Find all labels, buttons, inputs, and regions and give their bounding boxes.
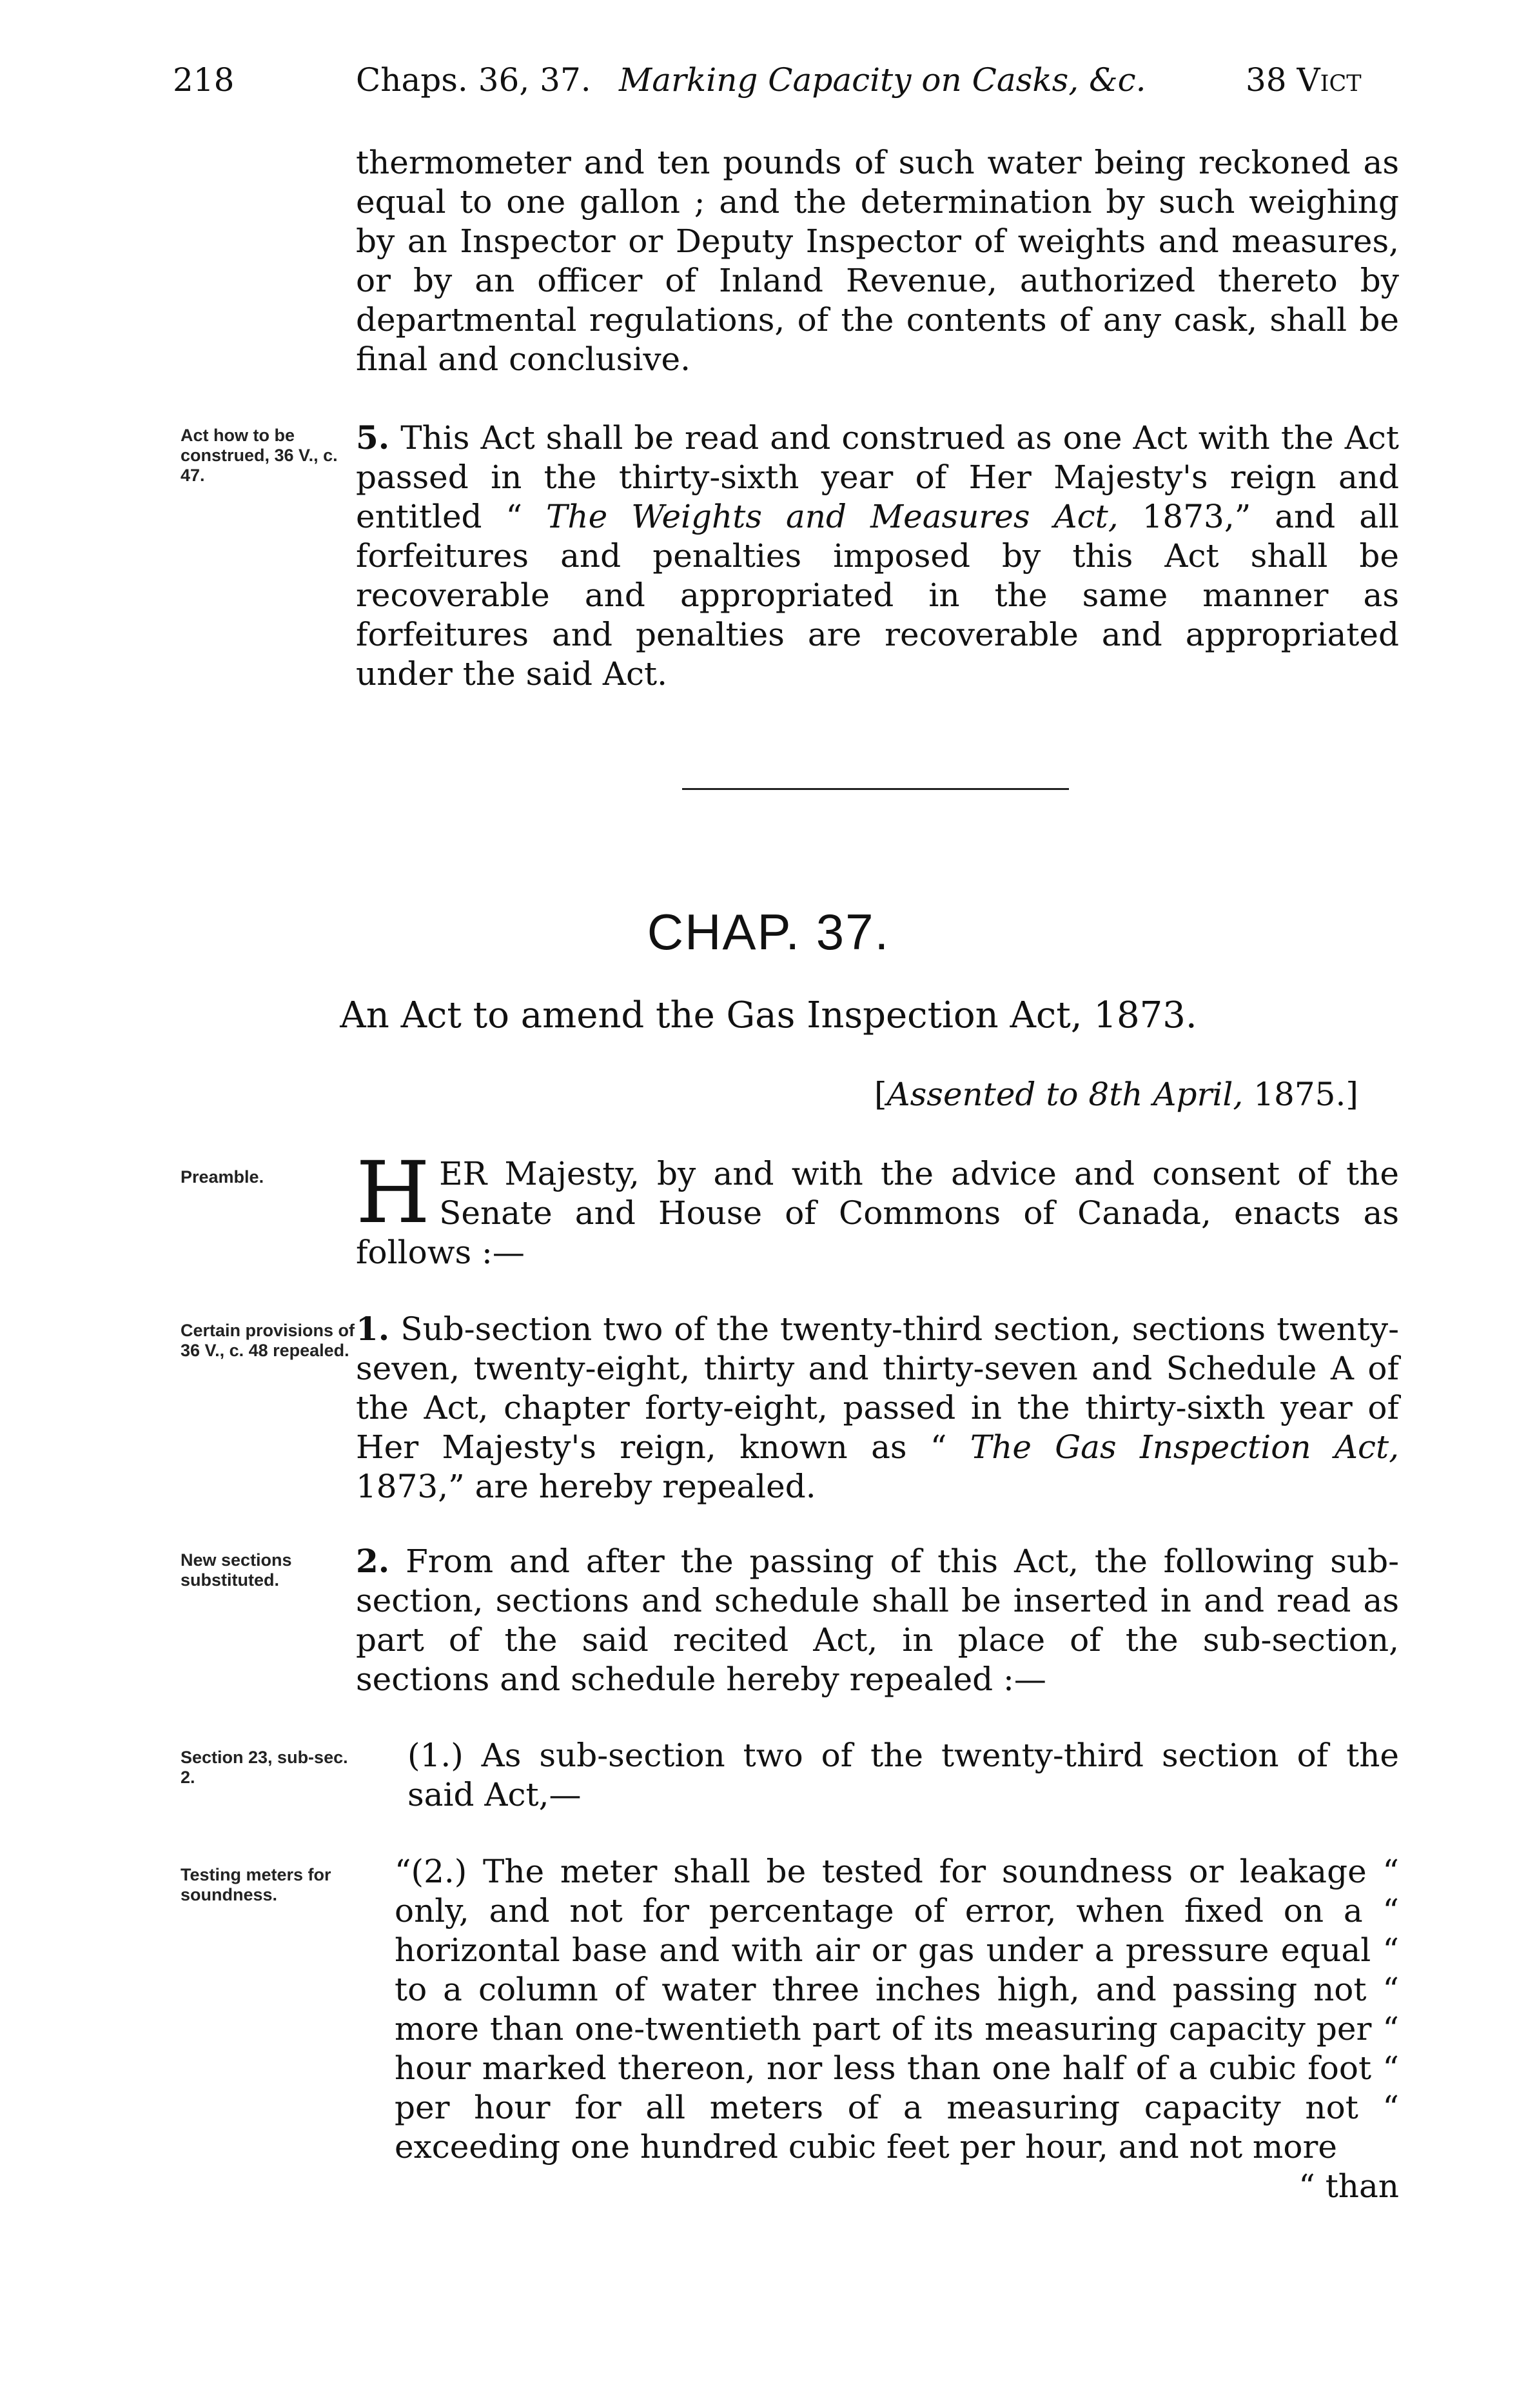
margin-note-section-5: Act how to be construed, 36 V., c. 47. xyxy=(181,426,338,485)
margin-note-section-1: Certain provisions of 36 V., c. 48 repealed. xyxy=(181,1321,355,1360)
chapter-reference: Chaps. 36, 37. xyxy=(356,61,591,99)
section-5-text-before: This Act shall be read and construed as one Act with the Act passed in the thirty-sixth year of Her Majesty's reign and entitled “ xyxy=(356,419,1399,535)
assent-date xyxy=(874,1076,1358,1113)
section-23-paragraph: (1.) As sub-section two of the twenty-third section of the said Act,— xyxy=(407,1737,1399,1813)
section-divider xyxy=(682,788,1069,790)
section-1-text-before: Sub-section two of the twenty-third section, sections twenty-seven, twenty-eight, thirty and thirty-seven and Schedule A of the Act, chapter forty-eight, passed in the thirty-sixth year of Her Majesty's reign, known as “ xyxy=(356,1310,1399,1466)
regnal-year: 38 Vict xyxy=(1246,61,1362,99)
section-5-number: 5. xyxy=(356,419,390,457)
section-5-act-name: The Weights and Measures Act, xyxy=(546,498,1119,535)
act-title: An Act to amend the Gas Inspection Act, 1873. xyxy=(340,994,1197,1036)
preamble-text: ER Majesty, by and with the advice and consent of the Senate and House of Commons of Canada, enacts as follows :— xyxy=(356,1155,1399,1271)
margin-note-preamble: Preamble. xyxy=(181,1167,264,1187)
section-2-paragraph xyxy=(356,1541,1399,1699)
assent-close: 1875.] xyxy=(1243,1076,1358,1113)
section-1-paragraph xyxy=(356,1309,1399,1506)
section-2-number: 2. xyxy=(356,1542,390,1580)
running-title: Marking Capacity on Casks, &c. xyxy=(619,61,1146,99)
assent-open: [ xyxy=(874,1076,887,1113)
margin-note-section-23: Section 23, sub-sec. 2. xyxy=(181,1748,348,1787)
section-1-number: 1. xyxy=(356,1310,390,1348)
running-header xyxy=(0,61,1537,106)
margin-note-section-2: New sections substituted. xyxy=(181,1550,292,1590)
margin-note-testing: Testing meters for soundness. xyxy=(181,1865,331,1904)
assent-italic: Assented to 8th April, xyxy=(886,1076,1244,1113)
section-2-text: From and after the passing of this Act, the following sub-section, sections and schedule shall be inserted in and read as part of the said recited Act, in place of the sub-section, sections and schedule hereby repealed :— xyxy=(356,1543,1399,1698)
testing-paragraph: “(2.) The meter shall be tested for soundness or leakage “ only, and not for percentage of error, when fixed on a “ horizontal base and with air or gas under a pressure equal “ to a column of water three inches high, and passing not “ more than one-twentieth part of its measuring capacity per “ hour marked thereon, nor less than one half of a cubic foot “ per hour for all meters of a measuring capacity not “ exceeding one hundred cubic feet per hour, and not more xyxy=(395,1853,1399,2166)
page-number: 218 xyxy=(173,61,235,99)
section-1-act-name: The Gas Inspection Act, xyxy=(970,1428,1399,1466)
section-5-text-after: 1873,” and all forfeitures and penalties imposed by this Act shall be recoverable and appropriated in the same manner as forfeitures and penalties are recoverable and appropriated under the said Act. xyxy=(356,498,1399,693)
chapter-title: CHAP. 37. xyxy=(647,903,890,960)
drop-cap: H xyxy=(356,1143,431,1243)
section-1-text-after: 1873,” are hereby repealed. xyxy=(356,1468,816,1505)
catchword: “ than xyxy=(1298,2167,1399,2205)
continuation-paragraph: thermometer and ten pounds of such water being reckoned as equal to one gallon ; and the determination by such weighing by an Inspector or Deputy Inspector of weights and measures, or by an officer of Inland Revenue, authorized thereto by departmental regulations, of the contents of any cask, shall be final and conclusive. xyxy=(356,144,1399,378)
preamble-paragraph xyxy=(356,1143,1399,1272)
section-5-paragraph xyxy=(356,418,1399,694)
